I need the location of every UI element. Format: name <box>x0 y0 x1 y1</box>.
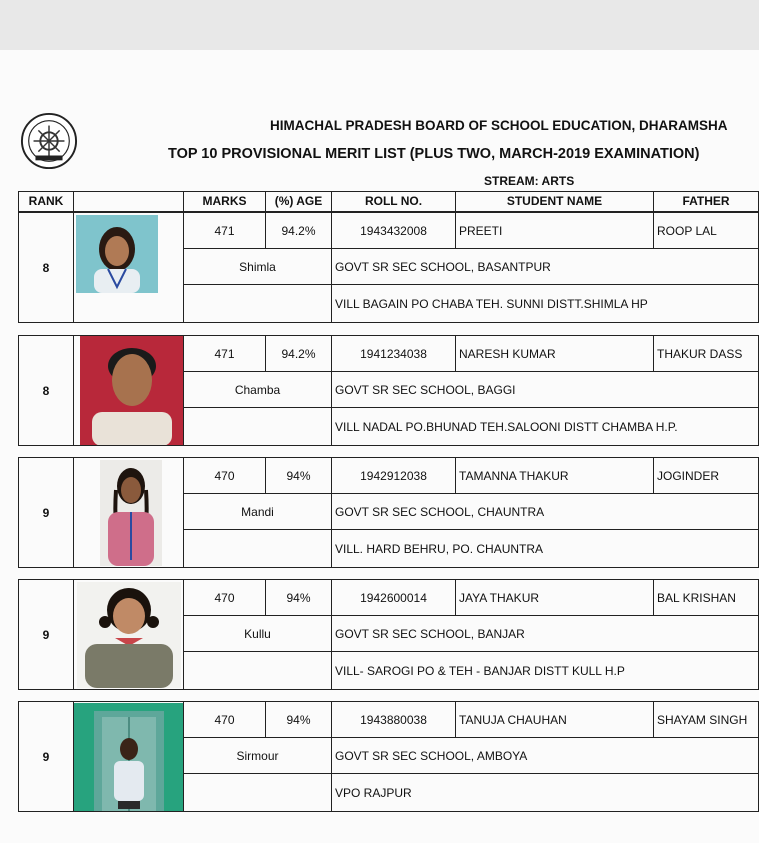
father-cell: BAL KRISHAN <box>653 579 759 616</box>
student-record <box>18 579 759 690</box>
top-bar <box>0 0 759 50</box>
school-cell: GOVT SR SEC SCHOOL, BANJAR <box>331 615 759 652</box>
col-photo <box>73 191 184 212</box>
name-cell: TANUJA CHAUHAN <box>455 701 654 738</box>
student-record <box>18 212 759 323</box>
stream-label: STREAM: ARTS <box>484 174 575 188</box>
father-cell: JOGINDER <box>653 457 759 494</box>
address-cell: VILL BAGAIN PO CHABA TEH. SUNNI DISTT.SHIMLA HP <box>331 284 759 323</box>
student-photo <box>76 215 158 293</box>
blank-cell <box>183 529 332 568</box>
roll-cell: 1941234038 <box>331 335 456 372</box>
col-name: STUDENT NAME <box>455 191 654 212</box>
percent-cell: 94.2% <box>265 335 332 372</box>
student-record <box>18 701 759 812</box>
address-cell: VILL- SAROGI PO & TEH - BANJAR DISTT KULL H.P <box>331 651 759 690</box>
school-cell: GOVT SR SEC SCHOOL, CHAUNTRA <box>331 493 759 530</box>
col-father: FATHER <box>653 191 759 212</box>
blank-cell <box>183 773 332 812</box>
name-cell: TAMANNA THAKUR <box>455 457 654 494</box>
col-roll: ROLL NO. <box>331 191 456 212</box>
percent-cell: 94% <box>265 701 332 738</box>
roll-cell: 1942912038 <box>331 457 456 494</box>
student-record <box>18 335 759 446</box>
rank-cell: 9 <box>18 701 74 812</box>
address-cell: VILL. HARD BEHRU, PO. CHAUNTRA <box>331 529 759 568</box>
blank-cell <box>183 407 332 446</box>
percent-cell: 94% <box>265 579 332 616</box>
school-cell: GOVT SR SEC SCHOOL, BAGGI <box>331 371 759 408</box>
col-rank: RANK <box>18 191 74 212</box>
student-photo <box>74 703 184 812</box>
merit-list-document <box>0 50 759 843</box>
marks-cell: 471 <box>183 335 266 372</box>
father-cell: ROOP LAL <box>653 212 759 249</box>
address-cell: VILL NADAL PO.BHUNAD TEH.SALOONI DISTT CHAMBA H.P. <box>331 407 759 446</box>
rank-cell: 9 <box>18 457 74 568</box>
column-header-row <box>18 191 759 212</box>
rank-cell: 8 <box>18 335 74 446</box>
address-cell: VPO RAJPUR <box>331 773 759 812</box>
school-cell: GOVT SR SEC SCHOOL, BASANTPUR <box>331 248 759 285</box>
marks-cell: 470 <box>183 579 266 616</box>
photo-cell <box>73 701 184 812</box>
school-cell: GOVT SR SEC SCHOOL, AMBOYA <box>331 737 759 774</box>
name-cell: NARESH KUMAR <box>455 335 654 372</box>
blank-cell <box>183 284 332 323</box>
marks-cell: 471 <box>183 212 266 249</box>
photo-cell <box>73 212 184 323</box>
father-cell: THAKUR DASS <box>653 335 759 372</box>
percent-cell: 94% <box>265 457 332 494</box>
district-cell: Shimla <box>183 248 332 285</box>
name-cell: JAYA THAKUR <box>455 579 654 616</box>
marks-cell: 470 <box>183 701 266 738</box>
blank-cell <box>183 651 332 690</box>
board-seal-icon <box>20 112 78 170</box>
student-photo <box>77 582 181 688</box>
board-title: HIMACHAL PRADESH BOARD OF SCHOOL EDUCATION, DHARAMSHA <box>270 118 728 133</box>
roll-cell: 1942600014 <box>331 579 456 616</box>
rank-cell: 8 <box>18 212 74 323</box>
photo-cell <box>73 457 184 568</box>
rank-cell: 9 <box>18 579 74 690</box>
district-cell: Chamba <box>183 371 332 408</box>
student-photo <box>80 336 184 446</box>
percent-cell: 94.2% <box>265 212 332 249</box>
col-percent: (%) AGE <box>265 191 332 212</box>
district-cell: Sirmour <box>183 737 332 774</box>
list-title: TOP 10 PROVISIONAL MERIT LIST (PLUS TWO, MARCH-2019 EXAMINATION) <box>168 146 700 162</box>
photo-cell <box>73 579 184 690</box>
col-marks: MARKS <box>183 191 266 212</box>
student-photo <box>100 460 162 566</box>
father-cell: SHAYAM SINGH <box>653 701 759 738</box>
district-cell: Kullu <box>183 615 332 652</box>
roll-cell: 1943880038 <box>331 701 456 738</box>
district-cell: Mandi <box>183 493 332 530</box>
marks-cell: 470 <box>183 457 266 494</box>
name-cell: PREETI <box>455 212 654 249</box>
photo-cell <box>73 335 184 446</box>
roll-cell: 1943432008 <box>331 212 456 249</box>
student-record <box>18 457 759 568</box>
